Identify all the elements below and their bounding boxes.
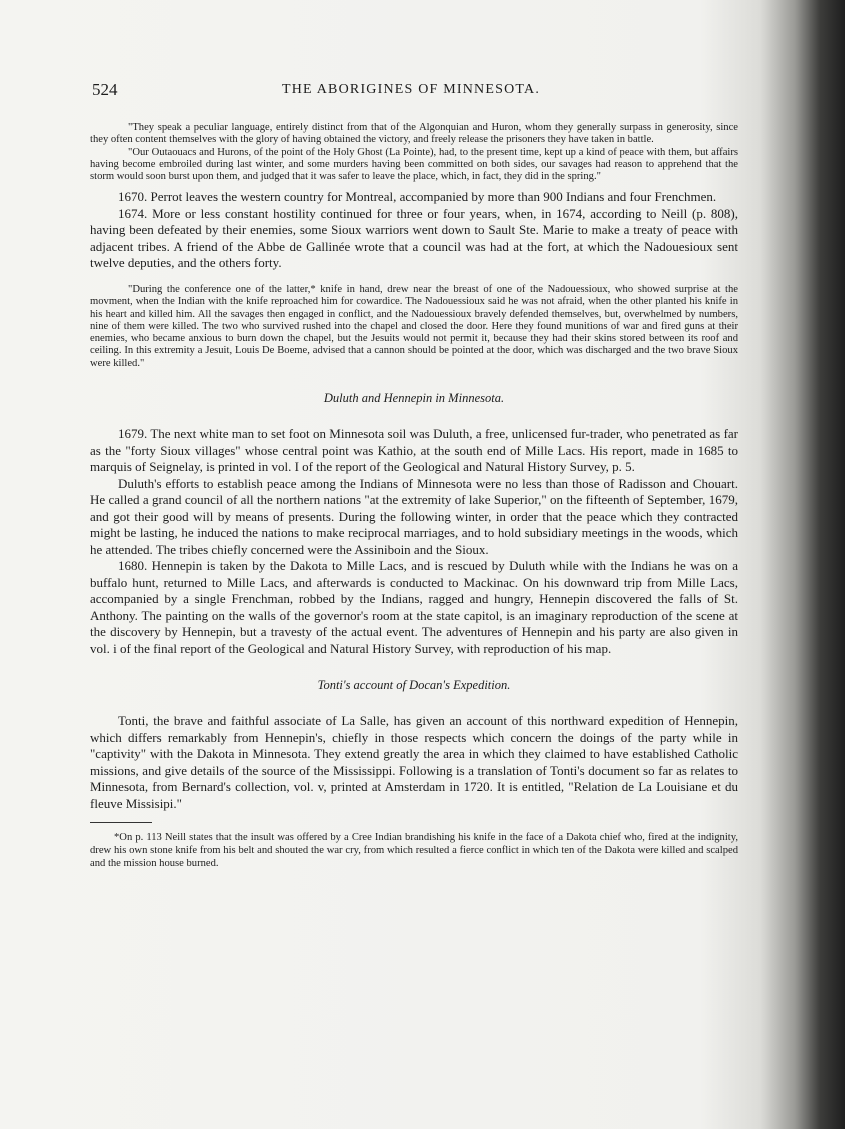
page-header <box>92 80 742 100</box>
section-heading: Duluth and Hennepin in Minnesota. <box>323 391 505 406</box>
footnote: *On p. 113 Neill states that the insult was offered by a Cree Indian brandishing his knife in the face of a Dakota chief who, fired at the indignity, drew his own stone knife from his belt and shouted the war cry, from which resulted a fierce conflict in which ten of the Dakota were killed and scalped and the mission house burned. <box>90 832 738 870</box>
page-content <box>90 122 738 870</box>
quote-paragraph: "Our Outaouacs and Hurons, of the point of the Holy Ghost (La Pointe), had, to the present time, kept up a kind of peace with them, but affairs having become embroiled during last winter, and some murders having been committed on both sides, our savages had reason to apprehend that the storm would soon burst upon them, and judged that it was safer to leave the place, which, in fact, they did in the spring." <box>90 146 738 183</box>
quote-paragraph: "During the conference one of the latter,* knife in hand, drew near the breast of one of the Nadouessioux, who showed surprise at the movment, when the Indian with the knife reproached him for cowardice. The Nadouessioux said he was not afraid, when the other planted his knife in his heart and killed him. All the savages then engaged in conflict, and the Nadouessioux bravely defended themselves, but, overwhelmed by numbers, nine of them were killed. The two who survived rushed into the chapel and closed the door. Here they found munitions of war and fired guns at their enemies, who became anxious to burn down the chapel, but the Jesuits would not permit it, because they had their skins stored between its roof and ceiling. In this extremity a Jesuit, Louis De Boeme, advised that a cannon should be pointed at the door, which was discharged and the two brave Sioux were killed." <box>90 283 738 369</box>
page-number: 524 <box>92 80 118 99</box>
body-paragraph: 1680. Hennepin is taken by the Dakota to Mille Lacs, and is rescued by Duluth while with the Indians he was on a buffalo hunt, returned to Mille Lacs, and afterwards is conducted to Mackinac. On his downward trip from Mille Lacs, accompanied by a single Frenchman, robbed by the Indians, ragged and hungry, Hennepin discovered the falls of St. Anthony. The painting on the walls of the governor's room at the state capitol, is an imaginary reproduction of the scene at the discovery by Hennepin, but a travesty of the actual event. The adventures of Hennepin and his party are also given in vol. i of the final report of the Geological and Natural History Survey, with reproduction of his map. <box>90 558 738 656</box>
section-heading: Tonti's account of Docan's Expedition. <box>317 678 511 693</box>
body-paragraph: 1679. The next white man to set foot on Minnesota soil was Duluth, a free, unlicensed fur-trader, who penetrated as far as the "forty Sioux villages" whose central point was Kathio, at the south end of Mille Lacs. His report, made in 1685 to marquis of Seignelay, is printed in vol. I of the report of the Geological and Natural History Survey, p. 5. <box>90 426 738 475</box>
body-paragraph: 1670. Perrot leaves the western country for Montreal, accompanied by more than 900 Indians and four Frenchmen. <box>118 189 717 205</box>
body-paragraph: 1674. More or less constant hostility continued for three or four years, when, in 1674, according to Neill (p. 808), having been defeated by their enemies, some Sioux warriors went down to Sault Ste. Marie to make a treaty of peace with adjacent tribes. A friend of the Abbe de Gallinée wrote that a council was had at the fort, at which the Nadouesioux sent twelve deputies, and the others forty. <box>90 205 738 271</box>
body-paragraph: Tonti, the brave and faithful associate of La Salle, has given an account of this northward expedition of Hennepin, which differs remarkably from Hennepin's, chiefly in those respects which concern the doings of the party while in "captivity" with the Dakota in Minnesota. They extend greatly the area in which they claimed to have established Catholic missions, and give details of the source of the Mississippi. Following is a translation of Tonti's document so far as relates to Minnesota, from Bernard's collection, vol. v, printed at Amsterdam in 1720. It is entitled, "Relation de La Louisiane et du fleuve Missisipi." <box>90 713 738 811</box>
footnote-rule <box>90 822 152 823</box>
body-paragraph: Duluth's efforts to establish peace among the Indians of Minnesota were no less than those of Radisson and Chouart. He called a grand council of all the northern nations "at the extremity of lake Superior," on the fifteenth of September, 1679, and got their good will by means of presents. During the following winter, in order that the peace which they contracted might be lasting, he induced the nations to make reciprocal marriages, and to hold subsidiary meetings in the woods, which he attended. The tribes chiefly concerned were the Assiniboin and the Sioux. <box>90 475 738 557</box>
quote-paragraph: "They speak a peculiar language, entirely distinct from that of the Algonquian and Huron, whom they generally surpass in generosity, since they often content themselves with the glory of having obtained the victory, and freely release the prisoners they have taken in battle. <box>90 122 738 146</box>
running-title: THE ABORIGINES OF MINNESOTA. <box>282 82 541 97</box>
